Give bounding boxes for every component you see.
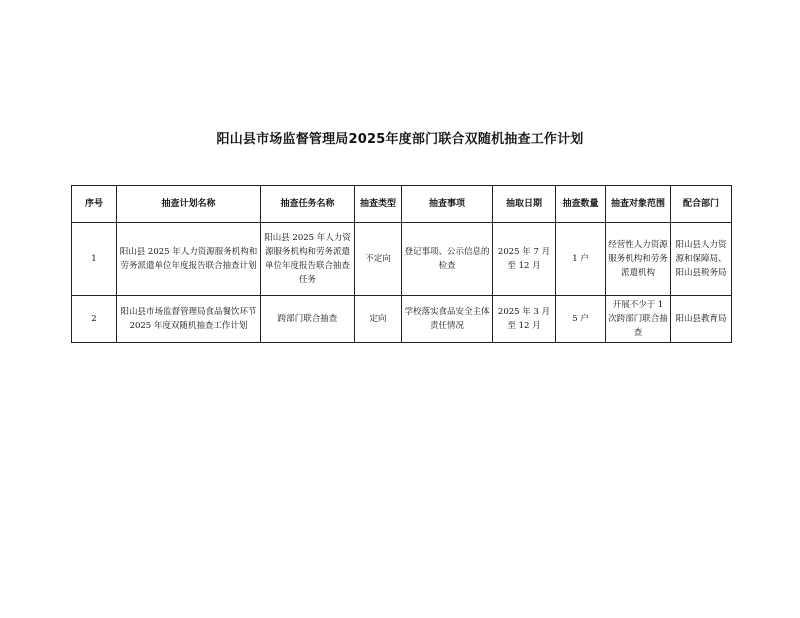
inspection-plan-table bbox=[71, 185, 732, 343]
header-plan-name: 抽查计划名称 bbox=[117, 186, 261, 223]
cell-target-scope: 开展不少于 1 次跨部门联合抽查 bbox=[606, 296, 671, 343]
cell-task-name: 阳山县 2025 年人力资源服务机构和劳务派遣单位年度报告联合抽查任务 bbox=[261, 223, 355, 296]
cell-plan-name: 阳山县 2025 年人力资源服务机构和劳务派遣单位年度报告联合抽查计划 bbox=[117, 223, 261, 296]
cell-check-quantity: 5 户 bbox=[556, 296, 606, 343]
table-row bbox=[72, 296, 732, 343]
cell-draw-date: 2025 年 7 月至 12 月 bbox=[493, 223, 556, 296]
header-check-quantity: 抽查数量 bbox=[556, 186, 606, 223]
header-target-scope: 抽查对象范围 bbox=[606, 186, 671, 223]
cell-seq: 2 bbox=[72, 296, 117, 343]
cell-cooperating-dept: 阳山县人力资源和保障局、阳山县税务局 bbox=[671, 223, 732, 296]
cell-plan-name: 阳山县市场监督管理局食品餐饮环节 2025 年度双随机抽查工作计划 bbox=[117, 296, 261, 343]
header-draw-date: 抽取日期 bbox=[493, 186, 556, 223]
cell-cooperating-dept: 阳山县教育局 bbox=[671, 296, 732, 343]
cell-seq: 1 bbox=[72, 223, 117, 296]
cell-target-scope: 经营性人力资源服务机构和劳务派遣机构 bbox=[606, 223, 671, 296]
header-cooperating-dept: 配合部门 bbox=[671, 186, 732, 223]
header-check-items: 抽查事项 bbox=[402, 186, 493, 223]
cell-check-type: 定向 bbox=[355, 296, 402, 343]
cell-check-quantity: 1 户 bbox=[556, 223, 606, 296]
header-task-name: 抽查任务名称 bbox=[261, 186, 355, 223]
cell-check-items: 登记事项、公示信息的检查 bbox=[402, 223, 493, 296]
document-title: 阳山县市场监督管理局2025年度部门联合双随机抽查工作计划 bbox=[216, 132, 584, 147]
header-seq: 序号 bbox=[72, 186, 117, 223]
cell-check-items: 学校落实食品安全主体责任情况 bbox=[402, 296, 493, 343]
header-check-type: 抽查类型 bbox=[355, 186, 402, 223]
table-header-row bbox=[72, 186, 732, 223]
cell-task-name: 跨部门联合抽查 bbox=[261, 296, 355, 343]
table-row bbox=[72, 223, 732, 296]
cell-draw-date: 2025 年 3 月至 12 月 bbox=[493, 296, 556, 343]
cell-check-type: 不定向 bbox=[355, 223, 402, 296]
